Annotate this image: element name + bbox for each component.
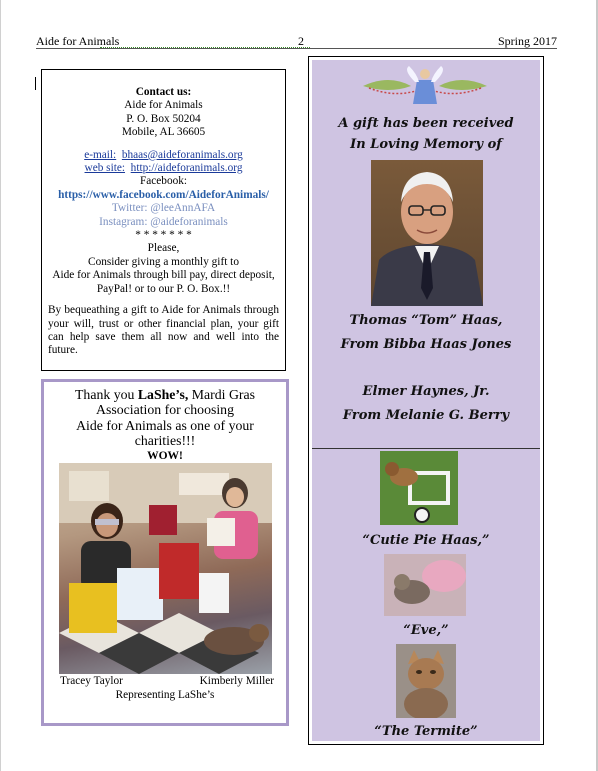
email-link[interactable]: bhaas@aideforanimals.org	[121, 148, 243, 161]
honoree-2: Elmer Haynes, Jr.	[362, 384, 490, 399]
lashe-name: LaShe’s,	[137, 387, 189, 402]
text-cursor	[35, 77, 36, 90]
header-season: Spring 2017	[497, 34, 557, 48]
facebook-link[interactable]: https://www.facebook.com/AideforAnimals/	[58, 188, 269, 201]
pet-photo-cutie-pie	[380, 451, 458, 525]
contact-heading: Contact us:	[135, 86, 192, 98]
memorial-line-1: A gift has been received	[338, 116, 514, 131]
page-number: 2	[298, 34, 304, 48]
memorial-line-2: In Loving Memory of	[350, 137, 502, 152]
memorial-divider	[312, 448, 540, 449]
monthly-gift-line-3: PayPal! or to our P. O. Box.!!	[96, 282, 231, 295]
pet-name-termite: “The Termite”	[374, 724, 478, 739]
divider-stars: * * * * * * *	[135, 229, 192, 242]
lashe-thank-you-box	[41, 379, 289, 726]
wow-text: WOW!	[147, 449, 183, 462]
contact-web-row	[48, 162, 279, 175]
bequest-paragraph: By bequeathing a gift to Aide for Animals through your will, trust or other financial plan, your gift can help save them all now and well into the future.	[48, 304, 279, 357]
angel-ornament-icon	[359, 64, 491, 108]
honoree-1: Thomas “Tom” Haas,	[349, 313, 503, 328]
photo-caption-representing: Representing LaShe’s	[115, 689, 215, 701]
facebook-label: Facebook:	[139, 175, 188, 188]
pet-name-eve: “Eve,”	[403, 623, 449, 638]
thank-you-line-3: Aide for Animals as one of your	[76, 417, 254, 433]
web-label: web site:	[84, 162, 126, 175]
pet-photo-termite	[396, 644, 456, 718]
pet-name-cutie-pie: “Cutie Pie Haas,”	[362, 533, 490, 548]
memorial-panel	[308, 56, 544, 745]
page-edge-left	[0, 0, 1, 771]
pet-photo-eve	[384, 554, 466, 616]
contact-po-box: P. O. Box 50204	[126, 112, 201, 125]
thank-you-line-1: Thank you LaShe’s, Mardi Gras	[75, 387, 255, 402]
thank-you-line-4: charities!!!	[134, 433, 196, 449]
name-tracey: Tracey Taylor	[60, 675, 123, 687]
contact-org: Aide for Animals	[124, 99, 203, 112]
monthly-gift-line-1: Consider giving a monthly gift to	[88, 255, 239, 268]
monthly-gift-line-2: Aide for Animals through bill pay, direct deposit,	[52, 269, 275, 282]
name-kimberly: Kimberly Miller	[199, 675, 274, 687]
twitter-link[interactable]: Twitter: @leeAnnAFA	[111, 202, 216, 215]
contact-city: Mobile, AL 36605	[121, 126, 206, 139]
thank-you-line-2: Association for choosing	[96, 402, 234, 418]
please-text: Please,	[147, 242, 180, 255]
donation-photo	[59, 463, 272, 674]
header-grammar-underline	[100, 47, 310, 48]
header-rule	[36, 48, 557, 49]
memorial-portrait	[371, 160, 483, 306]
header-org: Aide for Animals	[36, 34, 120, 48]
web-link[interactable]: http://aideforanimals.org	[130, 162, 243, 175]
instagram-link[interactable]: Instagram: @aideforanimals	[99, 215, 228, 228]
donor-1: From Bibba Haas Jones	[340, 337, 512, 352]
contact-box	[41, 69, 286, 371]
contact-email-row	[48, 149, 279, 162]
donor-2: From Melanie G. Berry	[342, 408, 510, 423]
email-label: e-mail:	[84, 148, 117, 161]
